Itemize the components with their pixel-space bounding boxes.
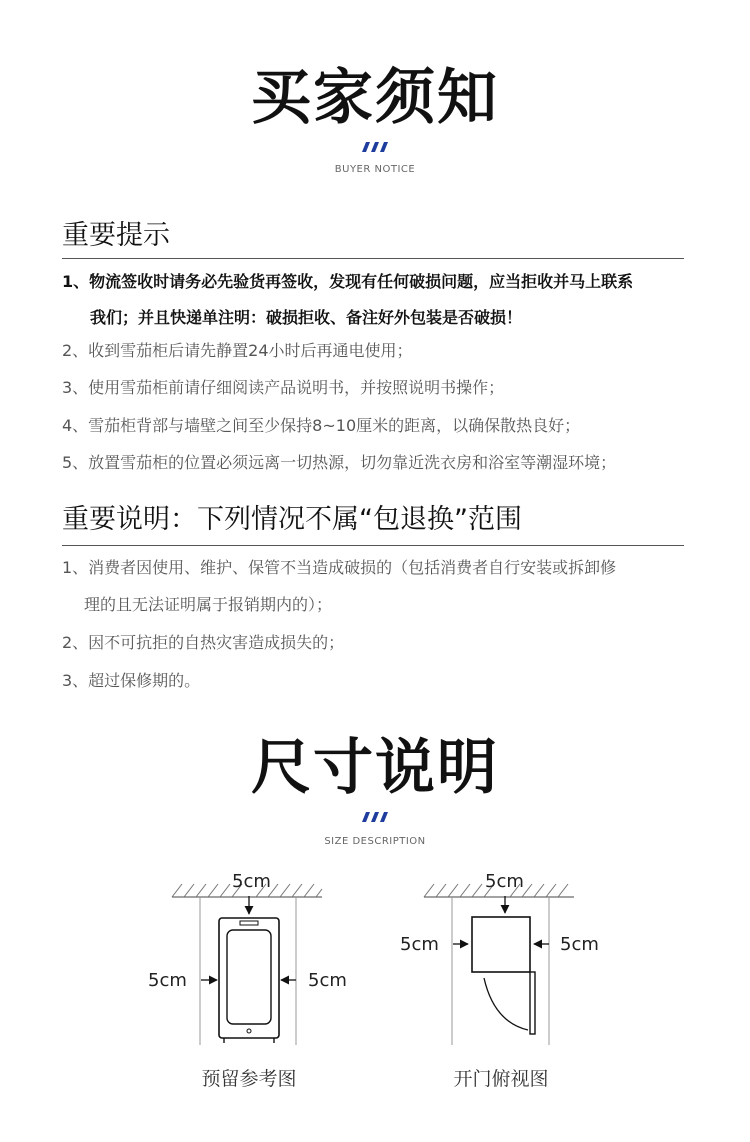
size-diagrams (0, 860, 750, 1060)
clearance-diagram (172, 884, 322, 1045)
door-caption: 开门俯视图 (453, 1068, 549, 1090)
size-subtitle: SIZE DESCRIPTION (324, 836, 426, 847)
tips-item-5: 5、放置雪茄柜的位置必须远离一切热源，切勿靠近洗衣房和浴室等潮湿环境； (62, 453, 617, 472)
door-right-label: 5cm (560, 934, 599, 955)
tips-item-1-cont: 我们；并且快递单注明：破损拒收、备注好外包装是否破损！ (90, 308, 523, 327)
size-title: 尺寸说明 (251, 733, 499, 803)
exclusions-item-1: 1、消费者因使用、维护、保管不当造成破损的（包括消费者自行安装或拆卸修 (62, 558, 617, 577)
notice-title: 买家须知 (251, 63, 499, 133)
exclusions-item-2: 2、因不可抗拒的自热灾害造成损失的； (62, 633, 345, 652)
door-top-label: 5cm (485, 871, 524, 892)
tips-divider (62, 258, 684, 259)
clearance-left-label: 5cm (148, 970, 187, 991)
clearance-top-label: 5cm (232, 871, 271, 892)
exclusions-item-1-cont: 理的且无法证明属于报销期内的）； (84, 595, 333, 614)
door-top-view-diagram (424, 884, 574, 1045)
door-left-label: 5cm (400, 934, 439, 955)
clearance-caption: 预留参考图 (201, 1068, 297, 1090)
size-accent-slashes-icon (0, 811, 750, 823)
exclusions-divider (62, 545, 684, 546)
tips-item-1: 1、物流签收时请务必先验货再签收，发现有任何破损问题，应当拒收并马上联系 (62, 272, 634, 291)
notice-subtitle: BUYER NOTICE (334, 164, 416, 175)
tips-title: 重要提示 (62, 220, 170, 251)
exclusions-title: 重要说明：下列情况不属“包退换”范围 (62, 504, 522, 535)
tips-item-3: 3、使用雪茄柜前请仔细阅读产品说明书，并按照说明书操作； (62, 378, 505, 397)
tips-item-4: 4、雪茄柜背部与墙壁之间至少保持8~10厘米的距离，以确保散热良好； (62, 416, 581, 435)
accent-slashes-icon (0, 141, 750, 153)
exclusions-item-3: 3、超过保修期的。 (62, 671, 201, 690)
clearance-right-label: 5cm (308, 970, 347, 991)
tips-item-2: 2、收到雪茄柜后请先静置24小时后再通电使用； (62, 341, 413, 360)
